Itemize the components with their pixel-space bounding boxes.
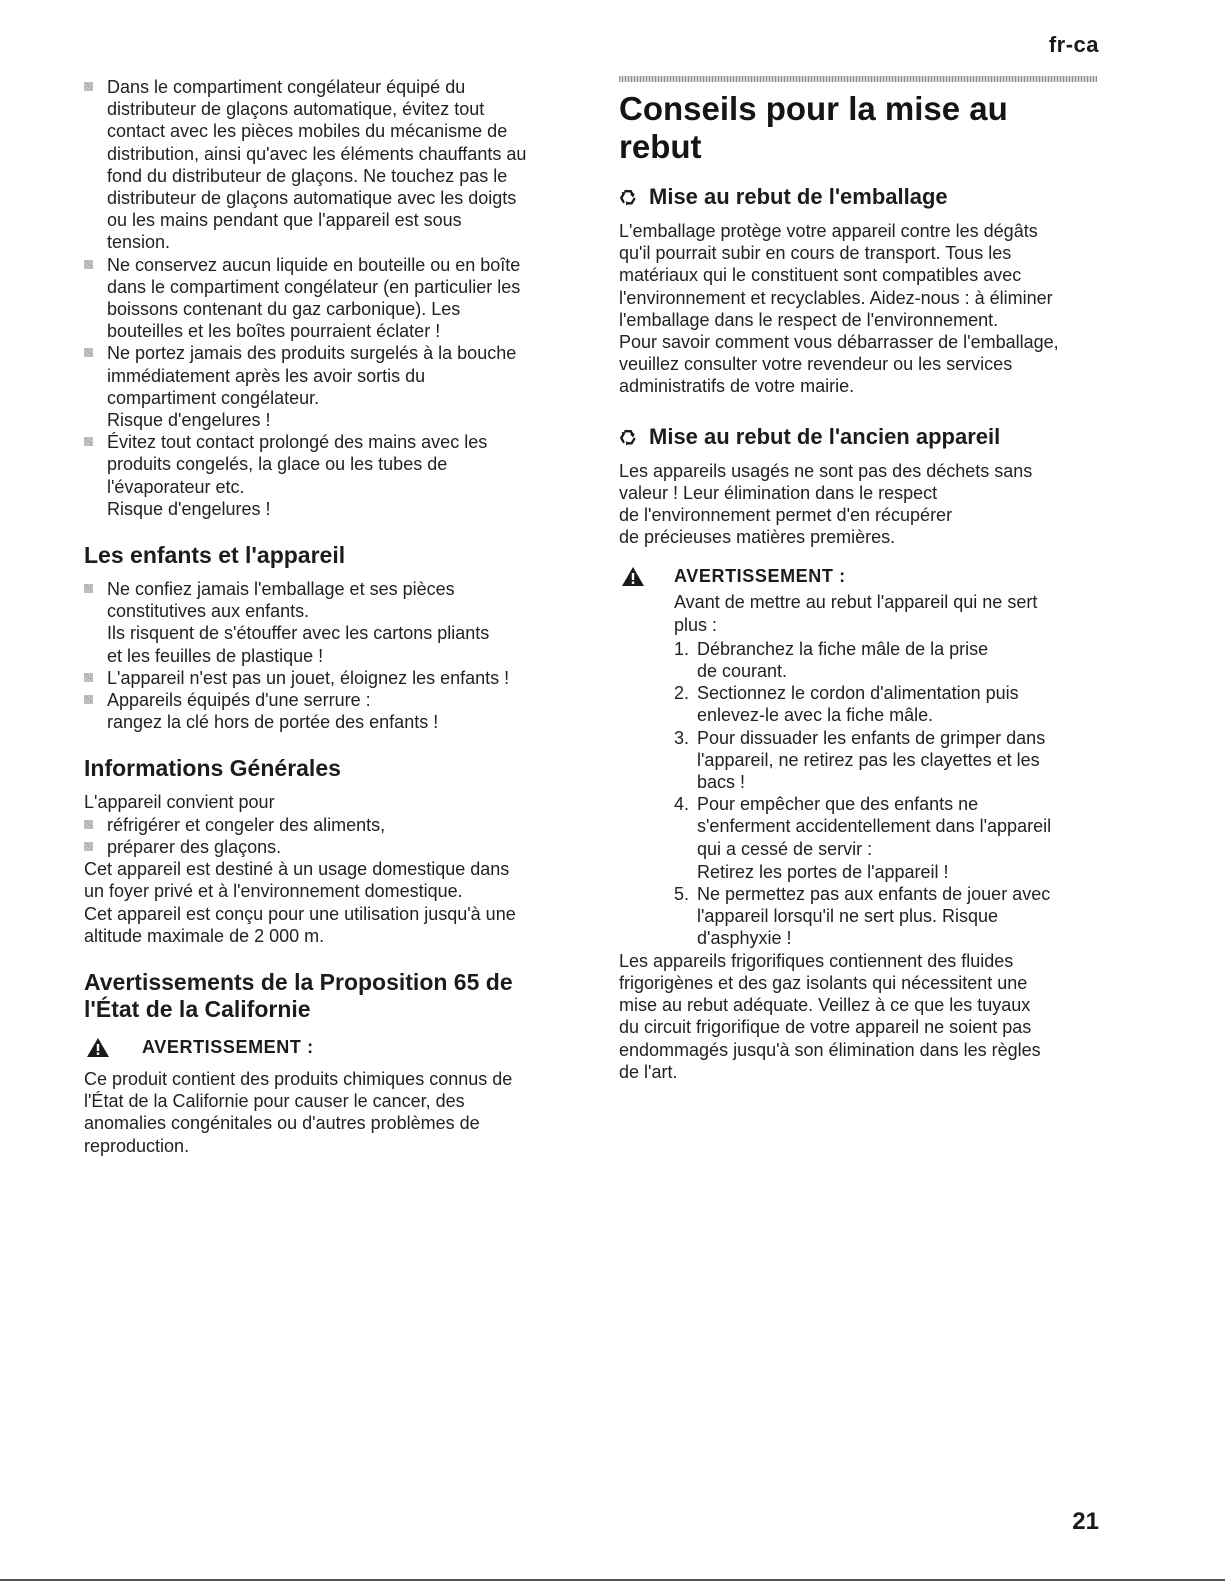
- page-title: Conseils pour la mise au rebut: [619, 90, 1008, 165]
- warning-body: [619, 591, 1097, 949]
- text-line: Cet appareil est conçu pour une utilisation jusqu'à une: [84, 903, 516, 924]
- text-line: compartiment congélateur.: [107, 387, 320, 408]
- text-line: mise au rebut adéquate. Veillez à ce que les tuyaux: [619, 995, 1031, 1016]
- right-column: [619, 76, 1097, 1083]
- text-line: de courant.: [697, 661, 788, 682]
- text-line: l'appareil, ne retirez pas les clayettes et les: [697, 749, 1040, 770]
- warning-intro: [674, 591, 1097, 635]
- list-item: [84, 76, 562, 254]
- text-line: qui a cessé de servir :: [697, 838, 873, 859]
- list-item: [674, 793, 1097, 883]
- text-line: immédiatement après les avoir sortis du: [107, 365, 426, 386]
- text-line: veuillez consulter votre revendeur ou les services: [619, 354, 1013, 375]
- text-line: L'appareil n'est pas un jouet, éloignez les enfants !: [107, 667, 510, 688]
- list-item: [84, 578, 562, 667]
- text-line: distributeur de glaçons automatique avec les doigts: [107, 188, 517, 209]
- text-line: boissons contenant du gaz carbonique). Les: [107, 299, 461, 320]
- text-line: Évitez tout contact prolongé des mains avec les: [107, 432, 488, 453]
- text-line: de l'environnement permet d'en récupérer: [619, 505, 953, 526]
- text-line: Ne conservez aucun liquide en bouteille ou en boîte: [107, 254, 521, 275]
- text-line: Ne confiez jamais l'emballage et ses pièces: [107, 579, 455, 600]
- text-line: de l'art.: [619, 1061, 678, 1082]
- general-paragraph: [84, 903, 562, 947]
- text-line: produits congelés, la glace ou les tubes de: [107, 454, 448, 475]
- text-line: tension.: [107, 232, 171, 253]
- text-line: bouteilles et les boîtes pourraient éclater !: [107, 321, 441, 342]
- text-line: Sectionnez le cordon d'alimentation puis: [697, 683, 1019, 704]
- text-line: l'appareil lorsqu'il ne sert plus. Risque: [697, 906, 999, 927]
- general-intro: L'appareil convient pour: [84, 792, 275, 813]
- section-rule: [619, 76, 1097, 82]
- text-line: Ils risquent de s'étouffer avec les cartons pliants: [107, 623, 490, 644]
- list-item: [84, 342, 562, 431]
- text-line: Pour savoir comment vous débarrasser de l'emballage,: [619, 332, 1059, 353]
- text-line: un foyer privé et à l'environnement domestique.: [84, 881, 463, 902]
- text-line: anomalies congénitales ou d'autres problèmes de: [84, 1113, 480, 1134]
- text-line: valeur ! Leur élimination dans le respect: [619, 482, 938, 503]
- bullet-icon: [84, 695, 93, 704]
- step-number: 1.: [674, 638, 690, 659]
- text-line: qu'il pourrait subir en cours de transport. Tous les: [619, 243, 1012, 264]
- text-line: enlevez-le avec la fiche mâle.: [697, 705, 934, 726]
- text-line: altitude maximale de 2 000 m.: [84, 925, 325, 946]
- packaging-paragraph: [619, 220, 1097, 331]
- left-column: [84, 76, 562, 1157]
- recycle-icon: [619, 188, 637, 206]
- text-line: Pour dissuader les enfants de grimper dans: [697, 727, 1046, 748]
- text-line: Les appareils frigorifiques contiennent des fluides: [619, 950, 1014, 971]
- bullet-icon: [84, 437, 93, 446]
- text-line: Appareils équipés d'une serrure :: [107, 690, 371, 711]
- list-item: [674, 638, 1097, 682]
- text-line: plus :: [674, 614, 718, 635]
- text-line: Risque d'engelures !: [107, 410, 271, 431]
- text-line: Risque d'engelures !: [107, 498, 271, 519]
- text-line: Avant de mettre au rebut l'appareil qui ne sert: [674, 592, 1038, 613]
- list-item: [84, 667, 562, 689]
- bullet-icon: [84, 584, 93, 593]
- section-heading-general: Informations Générales: [84, 755, 341, 782]
- text-line: Retirez les portes de l'appareil !: [697, 861, 949, 882]
- text-line: fond du distributeur de glaçons. Ne touchez pas le: [107, 165, 508, 186]
- step-number: 5.: [674, 884, 690, 905]
- recycle-icon: [619, 428, 637, 446]
- text-line: matériaux qui le constituent sont compatibles avec: [619, 265, 1022, 286]
- text-line: L'emballage protège votre appareil contre les dégâts: [619, 221, 1038, 241]
- text-line: l'emballage dans le respect de l'environnement.: [619, 309, 999, 330]
- text-line: d'asphyxie !: [697, 928, 792, 949]
- text-line: Ne permettez pas aux enfants de jouer avec: [697, 884, 1051, 905]
- text-line: constitutives aux enfants.: [107, 601, 310, 622]
- general-bullet-list: [84, 814, 562, 858]
- text-line: frigorigènes et des gaz isolants qui nécessitent une: [619, 972, 1028, 993]
- list-item: [674, 727, 1097, 794]
- bullet-icon: [84, 260, 93, 269]
- page-bottom-rule: [0, 1579, 1225, 1581]
- section-heading-old-appliance: [619, 424, 1097, 450]
- packaging-paragraph: [619, 331, 1097, 398]
- bullet-icon: [84, 842, 93, 851]
- text-line: Pour empêcher que des enfants ne: [697, 794, 979, 815]
- text-line: l'État de la Californie pour causer le cancer, des: [84, 1091, 465, 1112]
- section-heading-packaging: [619, 184, 1097, 210]
- text-line: Les appareils usagés ne sont pas des déchets sans: [619, 460, 1033, 481]
- warning-triangle-icon: [86, 1037, 110, 1058]
- warning-triangle-icon: [621, 566, 645, 587]
- text-line: distribution, ainsi qu'avec les éléments chauffants au: [107, 143, 527, 164]
- warning-heading: [84, 1037, 562, 1058]
- page-number: 21: [1072, 1508, 1099, 1535]
- text-line: Ne portez jamais des produits surgelés à la bouche: [107, 343, 517, 364]
- heading-line: Avertissements de la Proposition 65 de: [84, 968, 513, 995]
- bullet-icon: [84, 820, 93, 829]
- text-line: distributeur de glaçons automatique, évitez tout: [107, 99, 485, 120]
- text-line: s'enferment accidentellement dans l'appareil: [697, 816, 1052, 837]
- list-item: [84, 836, 562, 858]
- list-item: [84, 689, 562, 733]
- disposal-steps-list: [674, 638, 1097, 950]
- text-line: préparer des glaçons.: [107, 836, 282, 857]
- step-number: 2.: [674, 683, 690, 704]
- text-line: Cet appareil est destiné à un usage domestique dans: [84, 859, 510, 880]
- text-line: du circuit frigorifique de votre appareil ne soient pas: [619, 1017, 1032, 1038]
- warning-label: AVERTISSEMENT :: [142, 1036, 314, 1057]
- list-item: [674, 883, 1097, 950]
- step-number: 4.: [674, 794, 690, 815]
- text-line: bacs !: [697, 772, 746, 793]
- text-line: Débranchez la fiche mâle de la prise: [697, 638, 989, 659]
- text-line: rangez la clé hors de portée des enfants !: [107, 712, 439, 733]
- text-line: ou les mains pendant que l'appareil est sous: [107, 210, 462, 231]
- section-heading-prop65: [84, 969, 562, 1023]
- bullet-icon: [84, 82, 93, 91]
- safety-bullet-list: [84, 76, 562, 520]
- text-line: et les feuilles de plastique !: [107, 645, 324, 666]
- prop65-text: [84, 1068, 562, 1157]
- text-line: Ce produit contient des produits chimiques connus de: [84, 1068, 513, 1089]
- heading-line: l'État de la Californie: [84, 995, 311, 1022]
- warning-heading: [619, 566, 1097, 587]
- text-line: réfrigérer et congeler des aliments,: [107, 814, 386, 835]
- section-heading-children: Les enfants et l'appareil: [84, 542, 346, 569]
- bullet-icon: [84, 348, 93, 357]
- text-line: administratifs de votre mairie.: [619, 376, 855, 397]
- list-item: [84, 814, 562, 836]
- heading-text: Mise au rebut de l'ancien appareil: [649, 423, 1001, 449]
- language-code: fr-ca: [1048, 32, 1099, 57]
- text-line: l'évaporateur etc.: [107, 476, 245, 497]
- text-line: endommagés jusqu'à son élimination dans les règles: [619, 1039, 1041, 1060]
- list-item: [84, 254, 562, 343]
- closing-paragraph: [619, 950, 1097, 1083]
- general-paragraph: [84, 858, 562, 902]
- warning-label: AVERTISSEMENT :: [674, 566, 846, 587]
- list-item: [674, 682, 1097, 726]
- text-line: dans le compartiment congélateur (en particulier les: [107, 276, 521, 297]
- text-line: reproduction.: [84, 1135, 190, 1156]
- bullet-icon: [84, 673, 93, 682]
- heading-text: Mise au rebut de l'emballage: [649, 184, 948, 209]
- children-bullet-list: [84, 578, 562, 733]
- list-item: [84, 431, 562, 520]
- old-appliance-paragraph: [619, 460, 1097, 549]
- text-line: l'environnement et recyclables. Aidez-nous : à éliminer: [619, 287, 1053, 308]
- text-line: contact avec les pièces mobiles du mécanisme de: [107, 121, 508, 142]
- step-number: 3.: [674, 727, 690, 748]
- text-line: de précieuses matières premières.: [619, 527, 896, 548]
- text-line: Dans le compartiment congélateur équipé du: [107, 77, 466, 97]
